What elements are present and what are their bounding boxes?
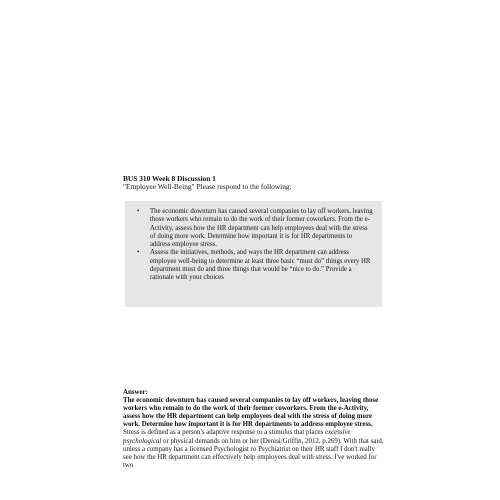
discussion-prompt: "Employee Well-Being" Please respond to the following:: [123, 182, 292, 191]
question-box: [125, 201, 382, 307]
question-item: [137, 208, 374, 249]
answer-label: Answer:: [123, 389, 148, 396]
question-item: [137, 249, 374, 282]
question-text: Assess the initiatives, methods, and ways the HR department can address employee well-being to determine at least three basic “must do” things every HR department must do and three things that would be “nice to do.” Provide a rationale with your choices: [150, 249, 371, 282]
answer-body-emphasis: excessive psychological: [123, 429, 351, 445]
answer-body-part1: Stress is defined as a person's adaptive response to a stimulus that places: [123, 429, 325, 437]
answer-body-part2: or physical demands on him or her (Denisi/Griffin, 2012, p.269). With that said, unless a company has a licensed Psychologist ro Psychiatrist on their HR staff I don't really see how the HR department can effectively help employees deal with stress. I've worked for two: [123, 437, 384, 469]
question-list: [137, 208, 374, 283]
answer-question-restated: The economic downturn has caused several companies to lay off workers, leaving those workers who remain to do the work of their former coworkers. From the e-Activity, assess how the HR department can help employees deal with the stress of doing more work. Determine how important it is for HR departments to address employee stress.: [123, 397, 379, 429]
bullet-icon: •: [137, 249, 140, 257]
question-text: The economic downturn has caused several companies to lay off workers, leaving those workers who remain to do the work of their former coworkers. From the e-Activity, assess how the HR department can help employees deal with the stress of doing more work. Determine how important it is for HR departments to address employee stress.: [150, 208, 373, 249]
course-title: BUS 310 Week 8 Discussion 1: [123, 174, 216, 183]
answer-body: [123, 429, 385, 469]
answer-section: [123, 389, 385, 470]
bullet-icon: •: [137, 208, 140, 215]
